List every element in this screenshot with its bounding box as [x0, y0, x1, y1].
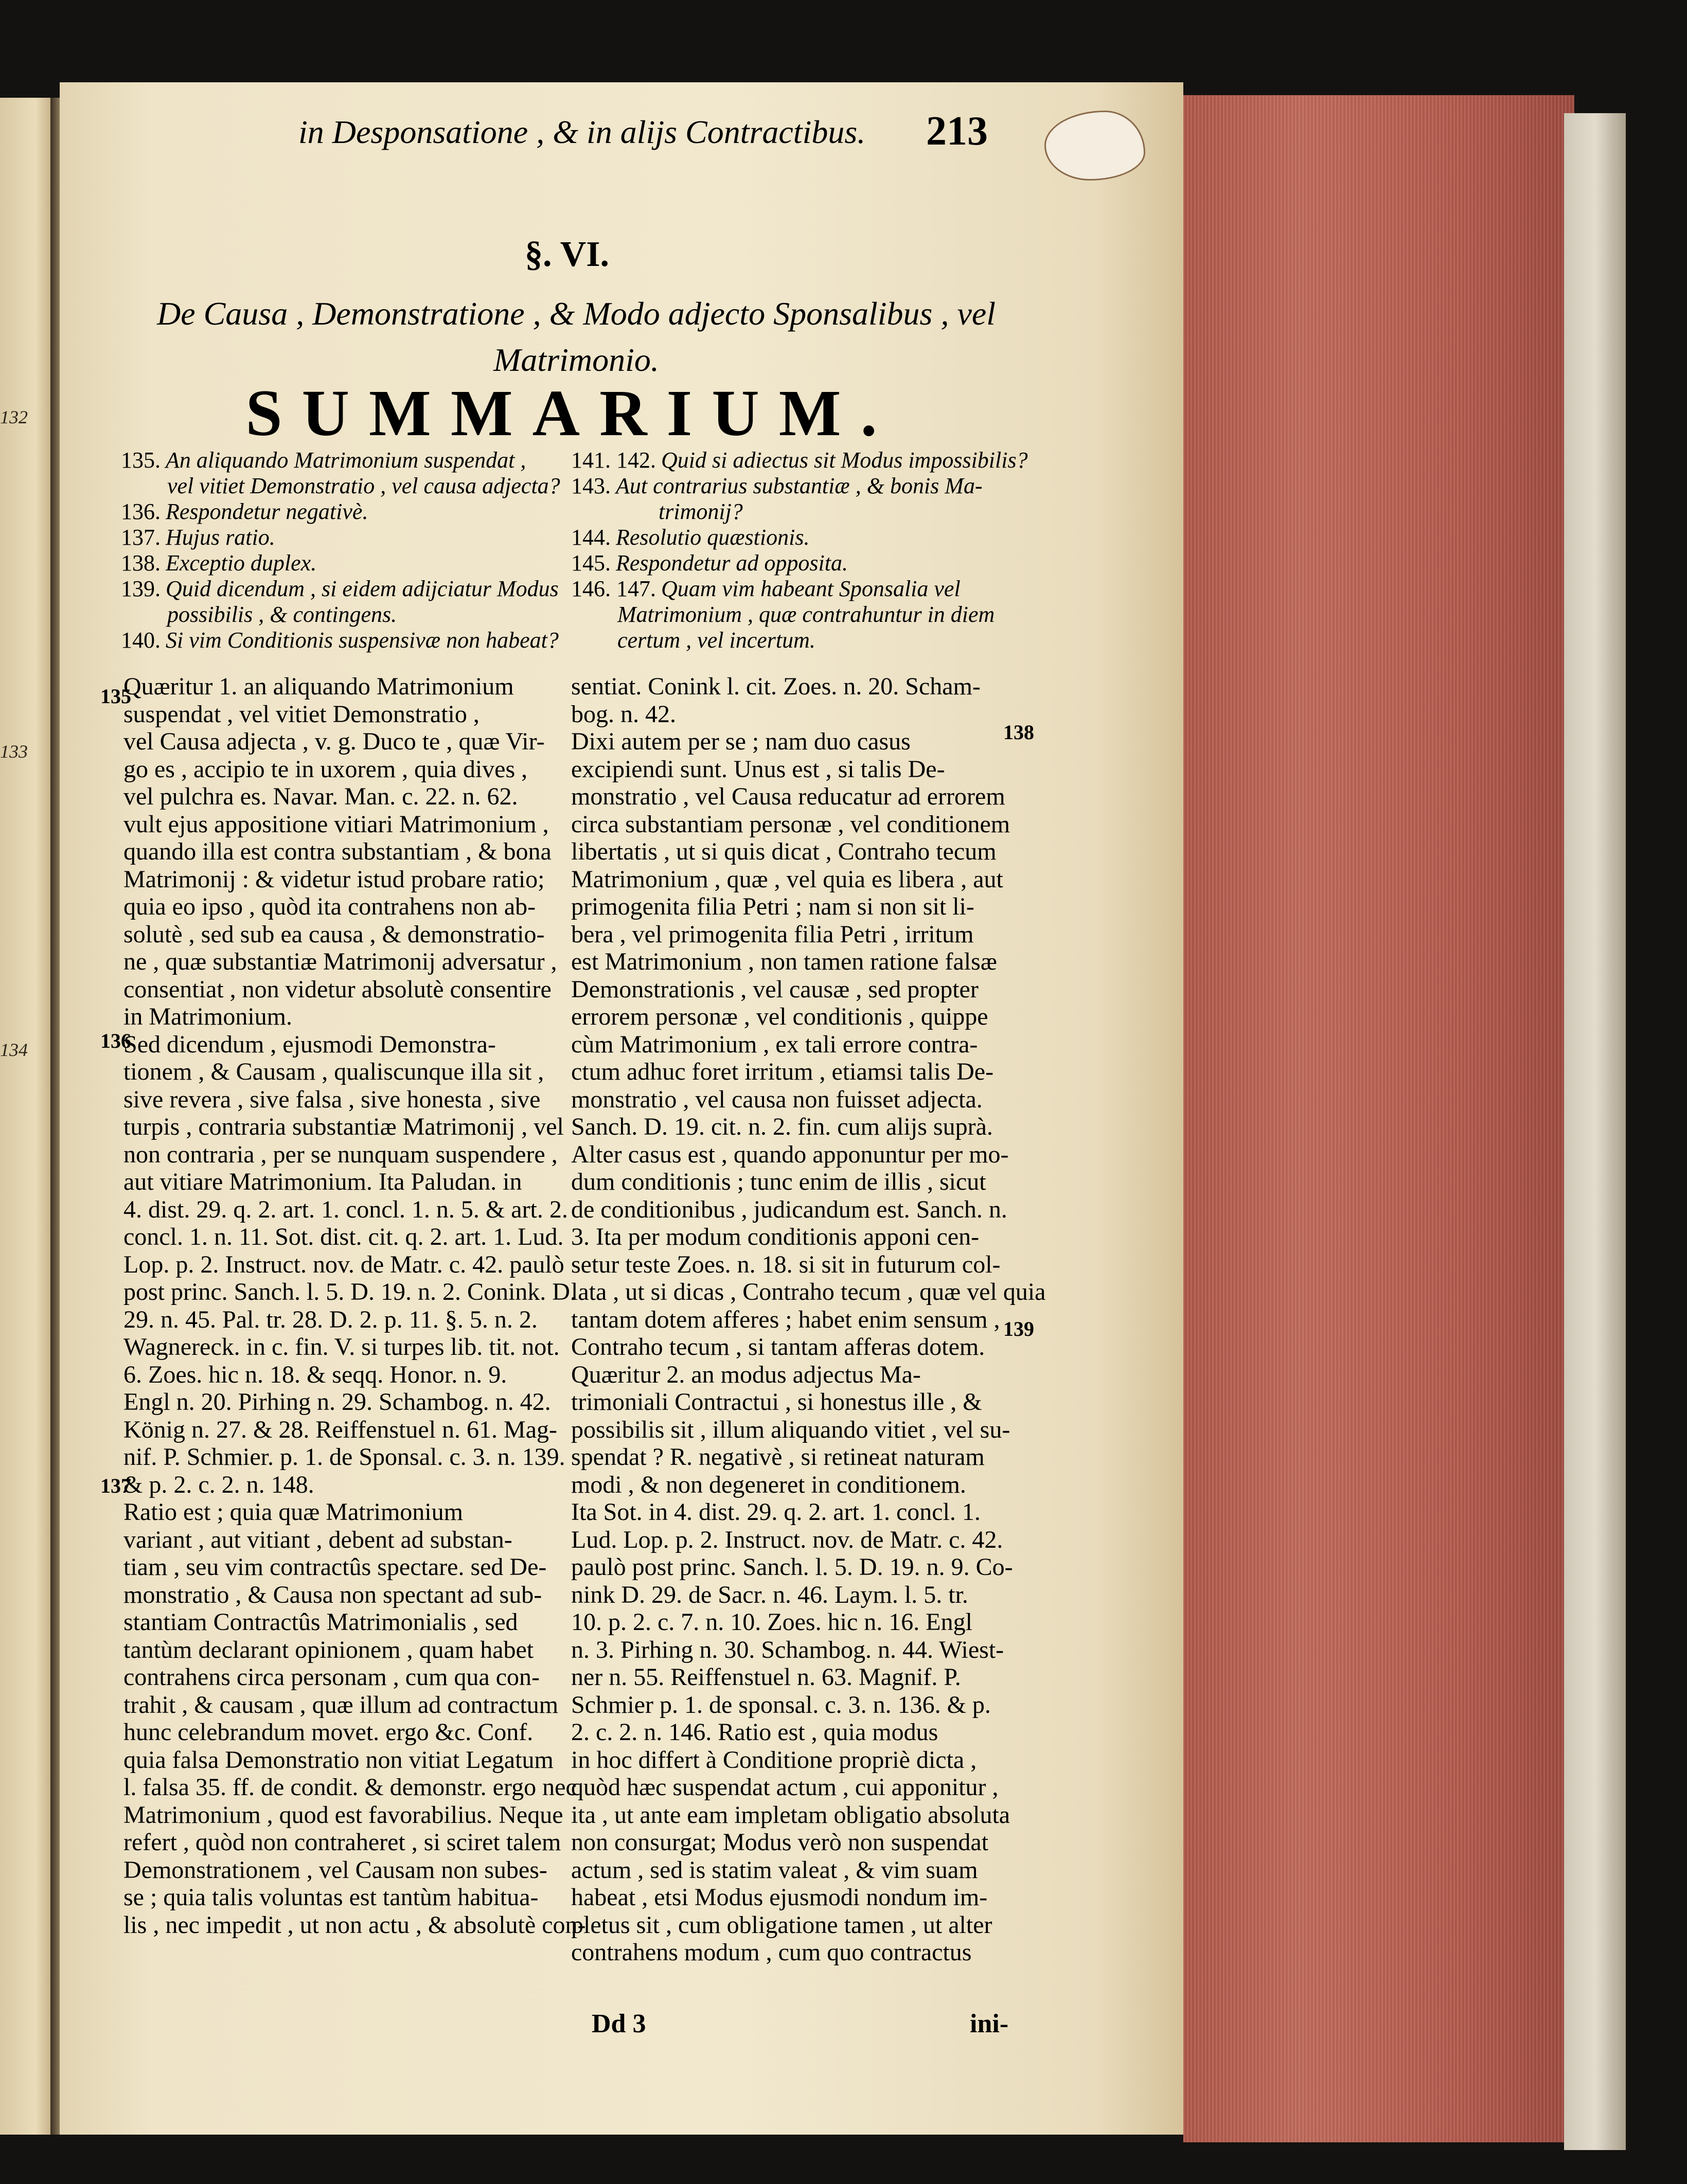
text-line: Demonstrationem , vel Causam non subes- [123, 1856, 547, 1884]
text-line: Quæritur 2. an modus adjectus Ma- [571, 1360, 921, 1388]
text-line: 4. dist. 29. q. 2. art. 1. concl. 1. n. 5. & art. 2. [123, 1195, 568, 1223]
summary-entry: 140. Si vim Conditionis suspensivæ non habeat? [121, 628, 559, 653]
text-line: dum conditionis ; tunc enim de illis , sicut [571, 1168, 986, 1195]
summary-entry: Matrimonium , quæ contrahuntur in diem [617, 602, 995, 627]
text-line: go es , accipio te in uxorem , quia dives , [123, 755, 528, 783]
text-line: nif. P. Schmier. p. 1. de Sponsal. c. 3. n. 139. [123, 1443, 565, 1471]
catchword: ini- [970, 2009, 1009, 2038]
text-line: Ratio est ; quia quæ Matrimonium [123, 1498, 463, 1526]
text-line: setur teste Zoes. n. 18. si sit in futurum col- [571, 1250, 1001, 1278]
text-line: trahit , & causam , quæ illum ad contractum [123, 1691, 559, 1718]
summary-entry: certum , vel incertum. [617, 628, 815, 653]
text-line: lata , ut si dicas , Contraho tecum , quæ vel quia [571, 1278, 1046, 1305]
prev-margin-number: 132 [0, 407, 28, 427]
summary-entry: 137. Hujus ratio. [121, 525, 275, 550]
text-line: König n. 27. & 28. Reiffenstuel n. 61. Mag- [123, 1416, 558, 1443]
text-line: consentiat , non videtur absolutè consentire [123, 975, 552, 1003]
text-line: lis , nec impedit , ut non actu , & absolutè con- [123, 1911, 586, 1939]
text-line: habeat , etsi Modus ejusmodi nondum im- [571, 1884, 988, 1911]
margin-number: 139 [1003, 1317, 1034, 1340]
text-line: modi , & non degeneret in conditionem. [571, 1471, 966, 1498]
text-line: nink D. 29. de Sacr. n. 46. Laym. l. 5. tr. [571, 1581, 968, 1608]
text-line: in Matrimonium. [123, 1003, 292, 1030]
text-line: circa substantiam personæ , vel conditionem [571, 810, 1010, 838]
text-line: ita , ut ante eam impletam obligatio absoluta [571, 1801, 1010, 1829]
text-line: turpis , contraria substantiæ Matrimonij , vel [123, 1113, 564, 1140]
text-line: ne , quæ substantiæ Matrimonij adversatur , [123, 948, 557, 975]
text-line: Demonstrationis , vel causæ , sed propter [571, 975, 979, 1003]
text-line: Dixi autem per se ; nam duo casus [571, 728, 911, 755]
text-line: non consurgat; Modus verò non suspendat [571, 1829, 989, 1856]
prev-margin-number: 134 [0, 1040, 28, 1060]
text-line: tiam , seu vim contractûs spectare. sed De- [123, 1553, 547, 1581]
book-gutter [50, 98, 60, 2135]
text-line: 10. p. 2. c. 7. n. 10. Zoes. hic n. 16. Engl [571, 1608, 972, 1636]
text-line: ctum adhuc foret irritum , etiamsi talis De- [571, 1058, 994, 1085]
text-line: tantam dotem afferes ; habet enim sensum , [571, 1305, 1000, 1333]
text-line: n. 3. Pirhing n. 30. Schambog. n. 44. Wiest- [571, 1636, 1004, 1663]
text-line: libertatis , ut si quis dicat , Contraho tecum [571, 838, 997, 865]
text-line: quia falsa Demonstratio non vitiat Legatum [123, 1746, 554, 1774]
summary-entry: 145. Respondetur ad opposita. [571, 550, 848, 576]
summary-entry: 141. 142. Quid si adiectus sit Modus impossibilis? [571, 447, 1028, 473]
text-line: contrahens modum , cum quo contractus [571, 1939, 972, 1966]
summary-entry: 138. Exceptio duplex. [121, 550, 317, 576]
text-line: stantiam Contractûs Matrimonialis , sed [123, 1608, 518, 1636]
text-line: 2. c. 2. n. 146. Ratio est , quia modus [571, 1718, 938, 1746]
text-line: Matrimonij : & videtur istud probare ratio; [123, 865, 545, 893]
text-line: Lop. p. 2. Instruct. nov. de Matr. c. 42. paulò [123, 1250, 564, 1278]
text-line: & p. 2. c. 2. n. 148. [123, 1471, 314, 1498]
text-line: 29. n. 45. Pal. tr. 28. D. 2. p. 11. §. 5. n. 2. [123, 1305, 538, 1333]
text-line: est Matrimonium , non tamen ratione falsæ [571, 948, 997, 975]
text-line: Ita Sot. in 4. dist. 29. q. 2. art. 1. concl. 1. [571, 1498, 981, 1526]
section-number: §. VI. [525, 235, 610, 274]
text-line: monstratio , vel Causa reducatur ad errorem [571, 783, 1005, 810]
summary-entry: 146. 147. Quam vim habeant Sponsalia vel [571, 576, 961, 601]
text-line: refert , quòd non contraheret , si sciret talem [123, 1829, 561, 1856]
signature-mark: Dd 3 [592, 2009, 646, 2038]
summarium-title: SUMMARIUM. [245, 377, 897, 450]
text-line: Schmier p. 1. de sponsal. c. 3. n. 136. & p. [571, 1691, 991, 1718]
margin-number: 137 [100, 1474, 131, 1497]
text-line: Sanch. D. 19. cit. n. 2. fin. cum alijs suprà. [571, 1113, 993, 1140]
text-line: sentiat. Conink l. cit. Zoes. n. 20. Scham- [571, 673, 981, 700]
text-line: de conditionibus , judicandum est. Sanch. n. [571, 1195, 1007, 1223]
summary-entry: 139. Quid dicendum , si eidem adijciatur Modus [121, 576, 559, 601]
text-line: errorem personæ , vel conditionis , quippe [571, 1003, 988, 1030]
text-line: 6. Zoes. hic n. 18. & seqq. Honor. n. 9. [123, 1360, 507, 1388]
summary-entry: vel vitiet Demonstratio , vel causa adjecta? [167, 473, 560, 498]
text-line: hunc celebrandum movet. ergo &c. Conf. [123, 1718, 534, 1746]
text-line: post princ. Sanch. l. 5. D. 19. n. 2. Conink. D. [123, 1278, 576, 1305]
text-line: Wagnereck. in c. fin. V. si turpes lib. tit. not. [123, 1333, 560, 1360]
summary-entry: possibilis , & contingens. [167, 602, 397, 627]
text-line: monstratio , vel causa non fuisset adjecta. [571, 1085, 983, 1113]
text-line: actum , sed is statim valeat , & vim suam [571, 1856, 978, 1884]
text-line: cùm Matrimonium , ex tali errore contra- [571, 1030, 978, 1058]
margin-number: 136 [100, 1029, 131, 1052]
text-line: aut vitiare Matrimonium. Ita Paludan. in [123, 1168, 522, 1195]
running-head [237, 103, 988, 159]
margin-number: 135 [100, 685, 131, 708]
prev-margin-number: 133 [0, 741, 28, 762]
text-line: excipiendi sunt. Unus est , si talis De- [571, 755, 945, 783]
text-line: contrahens circa personam , cum qua con- [123, 1663, 540, 1691]
summarium-left-column [121, 447, 560, 653]
text-line: vel Causa adjecta , v. g. Duco te , quæ Vir- [123, 728, 545, 755]
text-line: paulò post princ. Sanch. l. 5. D. 19. n. 9. Co- [571, 1553, 1013, 1581]
running-head-title: in Desponsatione , & in alijs Contractibus. [298, 114, 866, 150]
red-page-edges [1183, 95, 1574, 2142]
text-line: Lud. Lop. p. 2. Instruct. nov. de Matr. c. 42. [571, 1526, 1003, 1553]
text-line: vel pulchra es. Navar. Man. c. 22. n. 62. [123, 783, 518, 810]
text-line: bog. n. 42. [571, 700, 676, 728]
text-line: Sed dicendum , ejusmodi Demonstra- [123, 1030, 496, 1058]
text-line: sive revera , sive falsa , sive honesta , sive [123, 1085, 541, 1113]
text-line: monstratio , & Causa non spectant ad sub- [123, 1581, 542, 1608]
text-line: Contraho tecum , si tantam afferas dotem. [571, 1333, 985, 1360]
text-line: quia eo ipso , quòd ita contrahens non ab- [123, 893, 536, 920]
text-line: bera , vel primogenita filia Petri , irritum [571, 920, 974, 948]
text-line: Engl n. 20. Pirhing n. 29. Schambog. n. 42. [123, 1388, 551, 1416]
text-line: suspendat , vel vitiet Demonstratio , [123, 700, 480, 728]
summary-entry: 143. Aut contrarius substantiæ , & bonis Ma- [571, 473, 983, 498]
text-line: Quæritur 1. an aliquando Matrimonium [123, 673, 514, 700]
previous-page-edge [0, 98, 52, 2135]
text-line: tionem , & Causam , qualiscunque illa sit , [123, 1058, 544, 1085]
text-line: quando illa est contra substantiam , & bona [123, 838, 552, 865]
text-line: tantùm declarant opinionem , quam habet [123, 1636, 534, 1663]
text-line: ner n. 55. Reiffenstuel n. 63. Magnif. P. [571, 1663, 961, 1691]
text-line: trimoniali Contractui , si honestus ille , & [571, 1388, 982, 1416]
text-line: 3. Ita per modum conditionis apponi cen- [571, 1223, 980, 1250]
text-line: vult ejus appositione vitiari Matrimonium , [123, 810, 549, 838]
text-line: l. falsa 35. ff. de condit. & demonstr. ergo nec [123, 1774, 577, 1801]
text-line: non contraria , per se nunquam suspendere , [123, 1140, 558, 1168]
text-line: quòd hæc suspendat actum , cui apponitur , [571, 1774, 999, 1801]
text-line: se ; quia talis voluntas est tantùm habitua- [123, 1884, 539, 1911]
book-cover-board [1564, 113, 1626, 2150]
text-line: primogenita filia Petri ; nam si non sit li- [571, 893, 974, 920]
page-number: 213 [926, 109, 988, 154]
margin-number: 138 [1003, 721, 1034, 744]
text-line: variant , aut vitiant , debent ad substan- [123, 1526, 512, 1553]
text-line: pletus sit , cum obligatione tamen , ut alter [571, 1911, 992, 1939]
text-line: concl. 1. n. 11. Sot. dist. cit. q. 2. art. 1. Lud. [123, 1223, 564, 1250]
text-line: solutè , sed sub ea causa , & demonstratio- [123, 920, 545, 948]
summary-entry: trimonij? [659, 499, 743, 524]
text-line: Matrimonium , quæ , vel quia es libera , aut [571, 865, 1003, 893]
text-line: in hoc differt à Conditione propriè dicta , [571, 1746, 977, 1774]
text-line: Alter casus est , quando apponuntur per mo- [571, 1140, 1009, 1168]
section-heading: De Causa , Demonstratione , & Modo adjecto Sponsalibus , vel Matrimonio. [156, 295, 996, 378]
text-line: Matrimonium , quod est favorabilius. Neque [123, 1801, 563, 1829]
summary-entry: 135. An aliquando Matrimonium suspendat , [121, 447, 526, 473]
text-line: spendat ? R. negativè , si retineat naturam [571, 1443, 985, 1471]
summary-entry: 136. Respondetur negativè. [121, 499, 368, 524]
left-text-column [123, 673, 586, 1939]
summarium-right-column [571, 447, 1028, 653]
text-line: possibilis sit , illum aliquando vitiet , vel su- [571, 1416, 1010, 1443]
summary-entry: 144. Resolutio quæstionis. [571, 525, 810, 550]
